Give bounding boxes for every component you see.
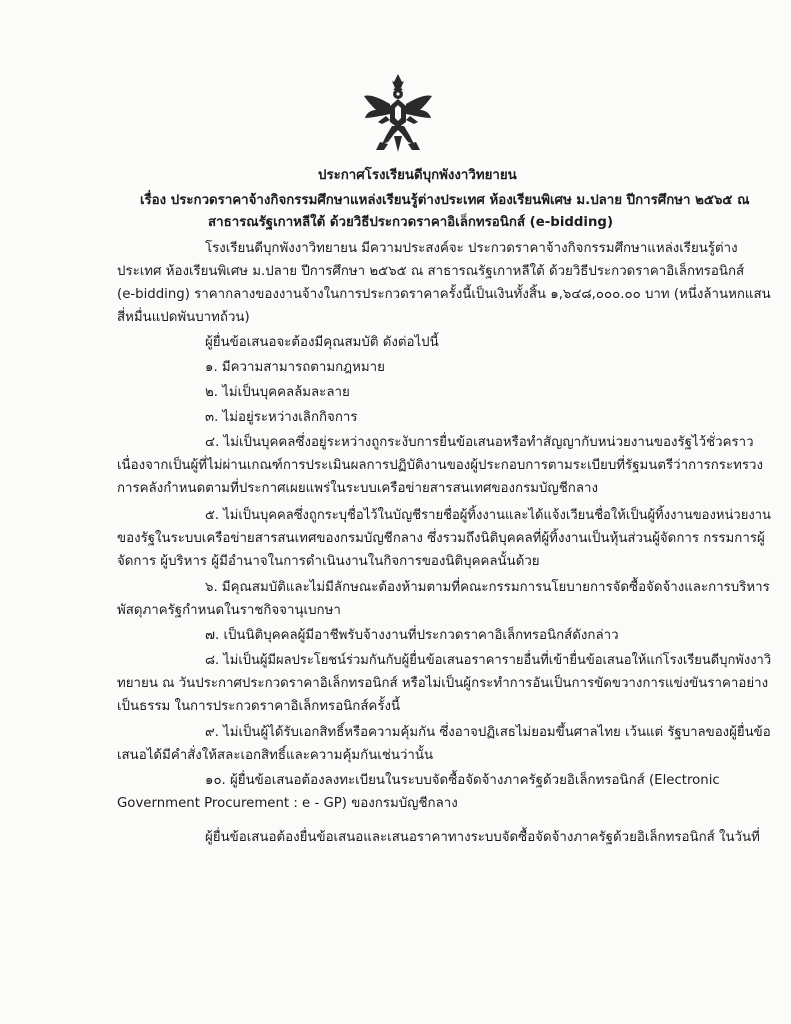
qualification-item: ๒. ไม่เป็นบุคคลล้มละลาย (205, 385, 350, 400)
subject-line-2: สาธารณรัฐเกาหลีใต้ ด้วยวิธีประกวดราคาอิเล็กทรอนิกส์ (e-bidding) (208, 215, 614, 230)
intro-line: สี่หมื่นแปดพันบาทถ้วน) (117, 310, 250, 325)
qualification-item-cont: เนื่องจากเป็นผู้ที่ไม่ผ่านเกณฑ์การประเมินผลการปฏิบัติงานของผู้ประกอบการตามระเบียบที่รัฐมนตรีว่าการกระทรวง (117, 458, 763, 473)
qualification-item: ๕. ไม่เป็นบุคคลซึ่งถูกระบุชื่อไว้ในบัญชีรายชื่อผู้ทิ้งงานและได้แจ้งเวียนชื่อให้เป็นผู้ทิ้งงานของหน่วยงาน (205, 508, 771, 523)
qualification-item: ๑๐. ผู้ยื่นข้อเสนอต้องลงทะเบียนในระบบจัดซื้อจัดจ้างภาครัฐด้วยอิเล็กทรอนิกส์ (Electronic (205, 773, 720, 788)
issuer-title: ประกาศโรงเรียนดีบุกพังงาวิทยายน (318, 168, 517, 183)
intro-line: ประเทศ ห้องเรียนพิเศษ ม.ปลาย ปีการศึกษา ๒๕๖๕ ณ สาธารณรัฐเกาหลีใต้ ด้วยวิธีประกวดราคาอิเล็กทรอนิกส์ (117, 264, 745, 279)
qualification-item: ๙. ไม่เป็นผู้ได้รับเอกสิทธิ์หรือความคุ้มกัน ซึ่งอาจปฏิเสธไม่ยอมขึ้นศาลไทย เว้นแต่ รัฐบาลของผู้ยื่นข้อ (205, 725, 771, 740)
closing-paragraph: ผู้ยื่นข้อเสนอต้องยื่นข้อเสนอและเสนอราคาทางระบบจัดซื้อจัดจ้างภาครัฐด้วยอิเล็กทรอนิกส์ ในวันที่ (205, 830, 760, 845)
qualification-item-cont: ของรัฐในระบบเครือข่ายสารสนเทศของกรมบัญชีกลาง ซึ่งรวมถึงนิติบุคคลที่ผู้ทิ้งงานเป็นหุ้นส่วนผู้จัดการ กรรมการผู้ (117, 531, 765, 546)
intro-line: โรงเรียนดีบุกพังงาวิทยายน มีความประสงค์จะ ประกวดราคาจ้างกิจกรรมศึกษาแหล่งเรียนรู้ต่าง (205, 241, 738, 256)
garuda-emblem (362, 72, 434, 154)
qualification-item-cont: จัดการ ผู้บริหาร ผู้มีอำนาจในการดำเนินงานในกิจการของนิติบุคคลนั้นด้วย (117, 554, 540, 569)
qualification-item: ๔. ไม่เป็นบุคคลซึ่งอยู่ระหว่างถูกระงับการยื่นข้อเสนอหรือทำสัญญากับหน่วยงานของรัฐไว้ชั่วคราว (205, 435, 754, 450)
qualification-item: ๓. ไม่อยู่ระหว่างเลิกกิจการ (205, 410, 358, 425)
subject-line-1: เรื่อง ประกวดราคาจ้างกิจกรรมศึกษาแหล่งเรียนรู้ต่างประเทศ ห้องเรียนพิเศษ ม.ปลาย ปีการศึกษา ๒๕๖๕ ณ (140, 193, 750, 208)
qualifications-heading: ผู้ยื่นข้อเสนอจะต้องมีคุณสมบัติ ดังต่อไปนี้ (205, 335, 439, 350)
qualification-item: ๑. มีความสามารถตามกฎหมาย (205, 360, 385, 375)
qualification-item-cont: ทยายน ณ วันประกาศประกวดราคาอิเล็กทรอนิกส์ หรือไม่เป็นผู้กระทำการอันเป็นการขัดขวางการแข่งขันราคาอย่าง (117, 676, 769, 691)
qualification-item: ๖. มีคุณสมบัติและไม่มีลักษณะต้องห้ามตามที่คณะกรรมการนโยบายการจัดซื้อจัดจ้างและการบริหาร (205, 580, 770, 595)
qualification-item-cont: การคลังกำหนดตามที่ประกาศเผยแพร่ในระบบเครือข่ายสารสนเทศของกรมบัญชีกลาง (117, 481, 598, 496)
qualification-item-cont: เป็นธรรม ในการประกวดราคาอิเล็กทรอนิกส์ครั้งนี้ (117, 699, 401, 714)
qualification-item-cont: Government Procurement : e - GP) ของกรมบัญชีกลาง (117, 796, 458, 811)
qualification-item: ๗. เป็นนิติบุคคลผู้มีอาชีพรับจ้างงานที่ประกวดราคาอิเล็กทรอนิกส์ดังกล่าว (205, 628, 619, 643)
qualification-item-cont: พัสดุภาครัฐกำหนดในราชกิจจานุเบกษา (117, 603, 341, 618)
intro-line: (e-bidding) ราคากลางของงานจ้างในการประกวดราคาครั้งนี้เป็นเงินทั้งสิ้น ๑,๖๔๘,๐๐๐.๐๐ บาท (หนึ่งล้านหกแสน (117, 287, 771, 302)
qualification-item-cont: เสนอได้มีคำสั่งให้สละเอกสิทธิ์และความคุ้มกันเช่นว่านั้น (117, 748, 434, 763)
qualification-item: ๘. ไม่เป็นผู้มีผลประโยชน์ร่วมกันกับผู้ยื่นข้อเสนอราคารายอื่นที่เข้ายื่นข้อเสนอให้แก่โรงเรียนดีบุกพังงาวิ (205, 653, 772, 668)
